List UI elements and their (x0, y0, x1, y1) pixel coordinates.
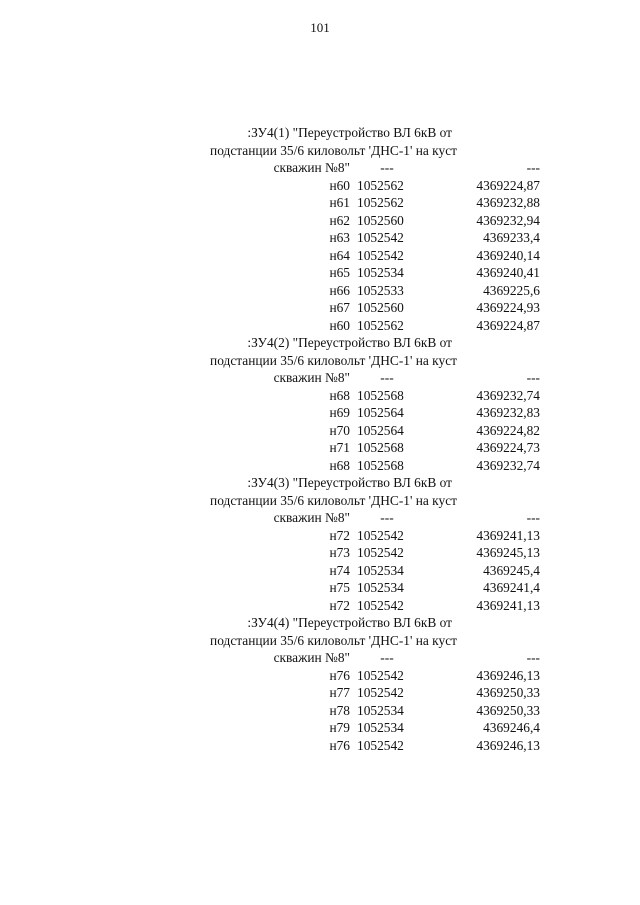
coord-y: 4369241,13 (476, 527, 540, 543)
coordinate-row (100, 702, 540, 720)
section-title-line: :ЗУ4(2) "Переустройство ВЛ 6кВ от (247, 335, 452, 350)
coord-x: 1052542 (357, 545, 404, 560)
coordinate-row (100, 299, 540, 317)
section-title-line: подстанции 35/6 киловольт 'ДНС-1' на куст (210, 492, 457, 508)
section-title-line: подстанции 35/6 киловольт 'ДНС-1' на куст (210, 632, 457, 648)
parcel-section (100, 474, 540, 614)
coord-y: 4369224,87 (476, 317, 540, 333)
coordinate-row (100, 457, 540, 475)
coord-x: 1052562 (357, 177, 404, 193)
coord-x: 1052562 (357, 195, 404, 210)
section-title-line: скважин №8" (273, 370, 350, 385)
page-number: 101 (310, 20, 330, 35)
coord-x: 1052562 (357, 317, 404, 333)
coord-y: 4369232,83 (476, 405, 540, 420)
parcel-section (100, 124, 540, 334)
dash-x: --- (380, 510, 394, 525)
point-id: н62 (329, 212, 350, 228)
section-title-line: подстанции 35/6 киловольт 'ДНС-1' на куст (210, 352, 457, 368)
section-title-last-line (100, 369, 540, 387)
point-id: н60 (329, 177, 350, 193)
section-title-line: :ЗУ4(1) "Переустройство ВЛ 6кВ от (247, 125, 452, 140)
dash-y: --- (526, 160, 540, 175)
dash-x: --- (380, 650, 394, 665)
point-id: н72 (329, 597, 350, 613)
coord-x: 1052568 (357, 387, 404, 403)
coordinate-row (100, 579, 540, 597)
point-id: н67 (329, 300, 350, 315)
coord-y: 4369250,33 (476, 702, 540, 718)
dash-x: --- (380, 160, 394, 175)
coordinate-row (100, 597, 540, 615)
coord-y: 4369232,88 (476, 195, 540, 210)
parcel-section (100, 614, 540, 754)
point-id: н63 (329, 230, 350, 245)
dash-y: --- (526, 370, 540, 385)
point-id: н70 (329, 422, 350, 438)
coord-x: 1052542 (357, 230, 404, 245)
point-id: н60 (329, 317, 350, 333)
section-title-line: подстанции 35/6 киловольт 'ДНС-1' на куст (210, 142, 457, 158)
coordinate-row (100, 684, 540, 702)
coordinate-row (100, 422, 540, 440)
point-id: н66 (329, 282, 350, 298)
coord-x: 1052542 (357, 737, 404, 753)
point-id: н71 (329, 440, 350, 455)
coord-y: 4369224,73 (476, 440, 540, 455)
section-title-line: скважин №8" (273, 160, 350, 175)
coord-x: 1052534 (357, 562, 404, 578)
coordinate-row (100, 719, 540, 737)
section-title-line: скважин №8" (273, 650, 350, 665)
coord-y: 4369240,14 (476, 247, 540, 263)
coordinate-row (100, 562, 540, 580)
point-id: н75 (329, 580, 350, 595)
parcel-section (100, 334, 540, 474)
coord-x: 1052560 (357, 300, 404, 315)
point-id: н64 (329, 247, 350, 263)
point-id: н76 (329, 667, 350, 683)
coord-y: 4369224,82 (476, 422, 540, 438)
coord-x: 1052568 (357, 457, 404, 473)
coordinate-row (100, 177, 540, 195)
coord-y: 4369246,4 (483, 720, 540, 735)
coord-y: 4369224,93 (476, 300, 540, 315)
point-id: н68 (329, 457, 350, 473)
coord-x: 1052542 (357, 527, 404, 543)
coord-y: 4369241,13 (476, 597, 540, 613)
coordinate-row (100, 264, 540, 282)
coordinate-row (100, 527, 540, 545)
coord-x: 1052534 (357, 580, 404, 595)
coordinate-row (100, 229, 540, 247)
section-title-line: :ЗУ4(3) "Переустройство ВЛ 6кВ от (247, 475, 452, 490)
coord-x: 1052568 (357, 440, 404, 455)
coord-y: 4369250,33 (476, 685, 540, 700)
coord-x: 1052534 (357, 720, 404, 735)
coord-x: 1052542 (357, 247, 404, 263)
coordinate-row (100, 439, 540, 457)
coord-y: 4369246,13 (476, 667, 540, 683)
point-id: н79 (329, 720, 350, 735)
point-id: н74 (329, 562, 350, 578)
section-title-last-line (100, 159, 540, 177)
point-id: н73 (329, 545, 350, 560)
coordinate-row (100, 387, 540, 405)
coord-y: 4369232,74 (476, 457, 540, 473)
coord-x: 1052560 (357, 212, 404, 228)
coord-x: 1052534 (357, 702, 404, 718)
section-title-line: скважин №8" (273, 510, 350, 525)
coordinate-row (100, 667, 540, 685)
point-id: н68 (329, 387, 350, 403)
point-id: н72 (329, 527, 350, 543)
section-title-last-line (100, 509, 540, 527)
coord-x: 1052533 (357, 282, 404, 298)
coord-x: 1052542 (357, 667, 404, 683)
coord-y: 4369233,4 (483, 230, 540, 245)
point-id: н78 (329, 702, 350, 718)
coord-x: 1052542 (357, 685, 404, 700)
coord-y: 4369232,74 (476, 387, 540, 403)
point-id: н61 (329, 195, 350, 210)
coord-x: 1052564 (357, 422, 404, 438)
coord-y: 4369240,41 (476, 265, 540, 280)
coordinate-row (100, 737, 540, 755)
coord-x: 1052534 (357, 265, 404, 280)
coordinate-row (100, 404, 540, 422)
point-id: н77 (329, 685, 350, 700)
coord-y: 4369224,87 (476, 177, 540, 193)
coordinate-row (100, 317, 540, 335)
coordinate-row (100, 212, 540, 230)
coord-y: 4369232,94 (476, 212, 540, 228)
coord-x: 1052564 (357, 405, 404, 420)
coordinate-row (100, 194, 540, 212)
point-id: н65 (329, 265, 350, 280)
point-id: н69 (329, 405, 350, 420)
coordinate-row (100, 247, 540, 265)
coord-x: 1052542 (357, 597, 404, 613)
dash-y: --- (526, 510, 540, 525)
dash-y: --- (526, 650, 540, 665)
coord-y: 4369245,13 (476, 545, 540, 560)
coordinates-list (100, 124, 540, 754)
coord-y: 4369225,6 (483, 282, 540, 298)
coordinate-row (100, 282, 540, 300)
section-title-last-line (100, 649, 540, 667)
point-id: н76 (329, 737, 350, 753)
section-title-line: :ЗУ4(4) "Переустройство ВЛ 6кВ от (247, 615, 452, 630)
coord-y: 4369245,4 (483, 562, 540, 578)
coord-y: 4369241,4 (483, 580, 540, 595)
dash-x: --- (380, 370, 394, 385)
coord-y: 4369246,13 (476, 737, 540, 753)
coordinate-row (100, 544, 540, 562)
